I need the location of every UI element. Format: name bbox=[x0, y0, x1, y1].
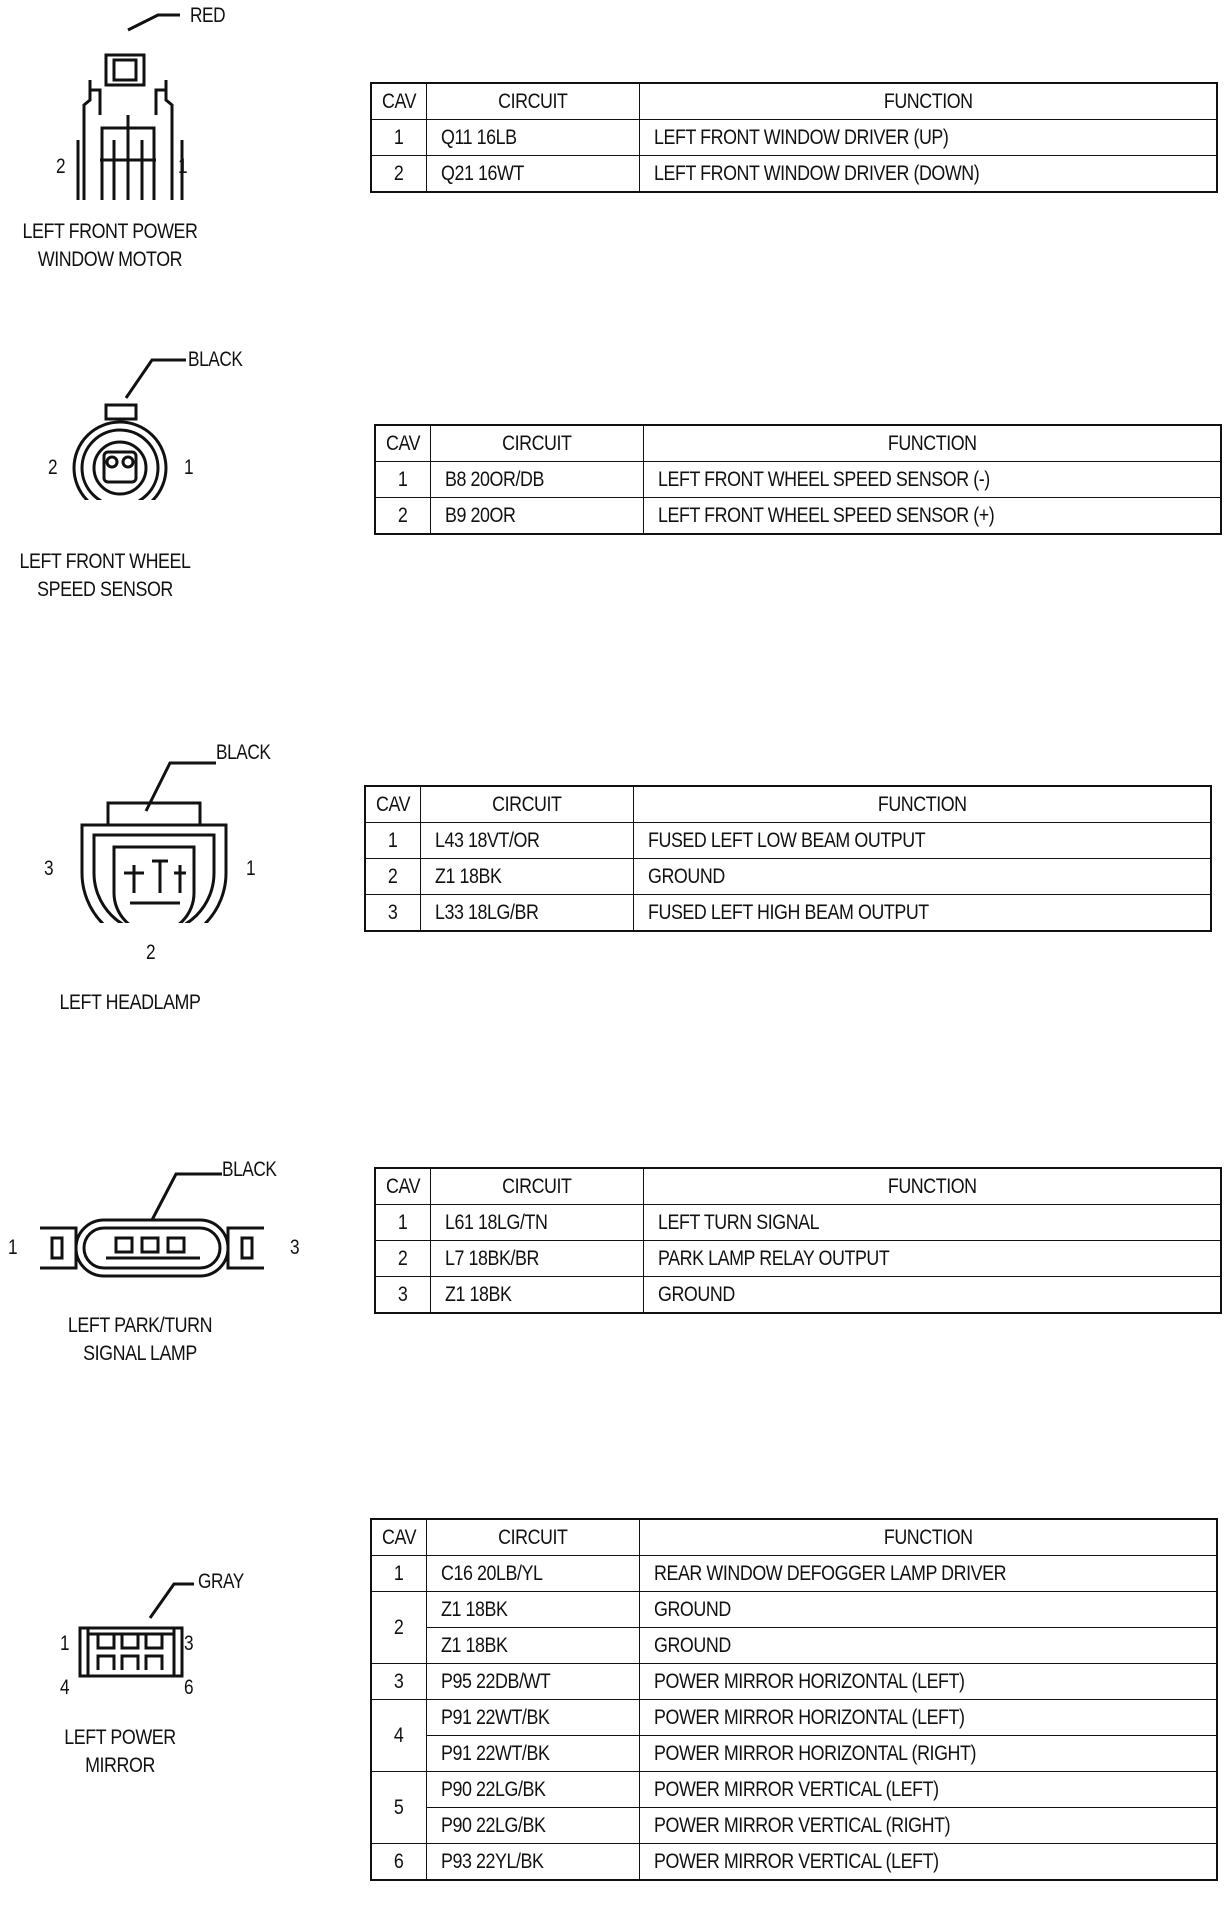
pinout-table-window-motor bbox=[370, 82, 1218, 193]
headlamp-connector-diagram bbox=[74, 743, 234, 923]
table-row bbox=[375, 462, 1221, 498]
circuit-cell: L7 18BK/BR bbox=[431, 1241, 644, 1277]
table-row bbox=[371, 1664, 1217, 1700]
header-cav: CAV bbox=[375, 1168, 431, 1205]
connector-color-label: BLACK bbox=[222, 1158, 277, 1181]
connector-caption bbox=[37, 989, 224, 1017]
function-cell: POWER MIRROR HORIZONTAL (RIGHT) bbox=[640, 1736, 1218, 1772]
cav-cell: 1 bbox=[375, 1205, 431, 1241]
circuit-cell: L33 18LG/BR bbox=[421, 895, 634, 932]
function-cell: POWER MIRROR HORIZONTAL (LEFT) bbox=[640, 1664, 1218, 1700]
circuit-cell: Z1 18BK bbox=[431, 1277, 644, 1314]
circuit-cell: Z1 18BK bbox=[421, 859, 634, 895]
table-header-row bbox=[365, 786, 1211, 823]
caption-line: WINDOW MOTOR bbox=[37, 248, 183, 271]
cav-cell: 1 bbox=[371, 120, 427, 156]
function-cell: LEFT FRONT WHEEL SPEED SENSOR (-) bbox=[644, 462, 1222, 498]
cav-cell: 4 bbox=[371, 1700, 427, 1772]
pin-label-3: 3 bbox=[44, 857, 54, 880]
table-row bbox=[371, 1808, 1217, 1844]
cav-cell: 1 bbox=[375, 462, 431, 498]
circuit-cell: P91 22WT/BK bbox=[427, 1700, 640, 1736]
header-function: FUNCTION bbox=[644, 1168, 1222, 1205]
table-row bbox=[371, 1592, 1217, 1628]
caption-line: LEFT FRONT WHEEL bbox=[19, 550, 191, 573]
connector-caption bbox=[27, 1724, 214, 1780]
circuit-cell: Q21 16WT bbox=[427, 156, 640, 193]
circuit-cell: Z1 18BK bbox=[427, 1592, 640, 1628]
cav-cell: 1 bbox=[365, 823, 421, 859]
circuit-cell: P93 22YL/BK bbox=[427, 1844, 640, 1881]
table-header-row bbox=[375, 425, 1221, 462]
table-row bbox=[365, 823, 1211, 859]
pin-label-4: 4 bbox=[60, 1676, 70, 1699]
pin-label-3: 3 bbox=[290, 1236, 300, 1259]
connector-caption bbox=[47, 1312, 234, 1368]
circuit-cell: B9 20OR bbox=[431, 498, 644, 535]
table-row bbox=[371, 1700, 1217, 1736]
table-header-row bbox=[371, 83, 1217, 120]
table-header-row bbox=[375, 1168, 1221, 1205]
header-function: FUNCTION bbox=[640, 1519, 1218, 1556]
pin-label-2: 2 bbox=[146, 941, 156, 964]
pin-label-1: 1 bbox=[8, 1236, 18, 1259]
wheel-speed-sensor-connector-diagram bbox=[68, 350, 268, 500]
function-cell: POWER MIRROR VERTICAL (LEFT) bbox=[640, 1772, 1218, 1808]
function-cell: LEFT FRONT WINDOW DRIVER (UP) bbox=[640, 120, 1218, 156]
header-cav: CAV bbox=[365, 786, 421, 823]
header-circuit: CIRCUIT bbox=[431, 425, 644, 462]
pin-label-6: 6 bbox=[184, 1676, 194, 1699]
pinout-table-wheel-speed-sensor bbox=[374, 424, 1222, 535]
table-header-row bbox=[371, 1519, 1217, 1556]
function-cell: POWER MIRROR VERTICAL (LEFT) bbox=[640, 1844, 1218, 1881]
circuit-cell: L43 18VT/OR bbox=[421, 823, 634, 859]
circuit-cell: P91 22WT/BK bbox=[427, 1736, 640, 1772]
cav-cell: 2 bbox=[375, 498, 431, 535]
header-cav: CAV bbox=[371, 83, 427, 120]
caption-line: LEFT POWER bbox=[64, 1726, 176, 1749]
circuit-cell: P90 22LG/BK bbox=[427, 1772, 640, 1808]
caption-line: LEFT PARK/TURN bbox=[67, 1314, 213, 1337]
table-row bbox=[371, 156, 1217, 193]
function-cell: PARK LAMP RELAY OUTPUT bbox=[644, 1241, 1222, 1277]
header-circuit: CIRCUIT bbox=[427, 1519, 640, 1556]
function-cell: LEFT TURN SIGNAL bbox=[644, 1205, 1222, 1241]
caption-line: SIGNAL LAMP bbox=[83, 1342, 197, 1365]
function-cell: GROUND bbox=[640, 1592, 1218, 1628]
table-row bbox=[375, 1205, 1221, 1241]
connector-color-label: GRAY bbox=[198, 1570, 244, 1593]
function-cell: POWER MIRROR VERTICAL (RIGHT) bbox=[640, 1808, 1218, 1844]
pin-label-1: 1 bbox=[178, 155, 188, 178]
function-cell: LEFT FRONT WINDOW DRIVER (DOWN) bbox=[640, 156, 1218, 193]
caption-line: SPEED SENSOR bbox=[37, 578, 173, 601]
header-function: FUNCTION bbox=[644, 425, 1222, 462]
table-row bbox=[375, 498, 1221, 535]
connector-color-label: RED bbox=[190, 4, 226, 27]
pin-label-2: 2 bbox=[48, 456, 58, 479]
pin-label-3: 3 bbox=[184, 1632, 194, 1655]
table-row bbox=[375, 1241, 1221, 1277]
function-cell: REAR WINDOW DEFOGGER LAMP DRIVER bbox=[640, 1556, 1218, 1592]
pin-label-1: 1 bbox=[60, 1632, 70, 1655]
cav-cell: 3 bbox=[371, 1664, 427, 1700]
table-row bbox=[371, 1844, 1217, 1881]
cav-cell: 5 bbox=[371, 1772, 427, 1844]
pin-label-1: 1 bbox=[184, 456, 194, 479]
pin-label-2: 2 bbox=[56, 155, 66, 178]
function-cell: GROUND bbox=[640, 1628, 1218, 1664]
connector-color-label: BLACK bbox=[216, 741, 271, 764]
circuit-cell: L61 18LG/TN bbox=[431, 1205, 644, 1241]
function-cell: FUSED LEFT HIGH BEAM OUTPUT bbox=[634, 895, 1212, 932]
cav-cell: 2 bbox=[371, 156, 427, 193]
table-row bbox=[365, 895, 1211, 932]
function-cell: POWER MIRROR HORIZONTAL (LEFT) bbox=[640, 1700, 1218, 1736]
power-mirror-connector-diagram bbox=[70, 1558, 210, 1678]
table-row bbox=[371, 1772, 1217, 1808]
circuit-cell: Q11 16LB bbox=[427, 120, 640, 156]
cav-cell: 3 bbox=[375, 1277, 431, 1314]
connector-caption bbox=[17, 218, 204, 274]
cav-cell: 2 bbox=[365, 859, 421, 895]
function-cell: GROUND bbox=[644, 1277, 1222, 1314]
circuit-cell: C16 20LB/YL bbox=[427, 1556, 640, 1592]
circuit-cell: Z1 18BK bbox=[427, 1628, 640, 1664]
function-cell: LEFT FRONT WHEEL SPEED SENSOR (+) bbox=[644, 498, 1222, 535]
cav-cell: 3 bbox=[365, 895, 421, 932]
circuit-cell: B8 20OR/DB bbox=[431, 462, 644, 498]
connector-caption bbox=[16, 548, 195, 604]
caption-line: LEFT HEADLAMP bbox=[59, 991, 201, 1014]
header-circuit: CIRCUIT bbox=[427, 83, 640, 120]
header-circuit: CIRCUIT bbox=[421, 786, 634, 823]
table-row bbox=[371, 1628, 1217, 1664]
header-cav: CAV bbox=[371, 1519, 427, 1556]
table-row bbox=[375, 1277, 1221, 1314]
header-function: FUNCTION bbox=[640, 83, 1218, 120]
caption-line: LEFT FRONT POWER bbox=[22, 220, 198, 243]
table-row bbox=[365, 859, 1211, 895]
pin-label-1: 1 bbox=[246, 857, 256, 880]
table-row bbox=[371, 1556, 1217, 1592]
cav-cell: 2 bbox=[375, 1241, 431, 1277]
circuit-cell: P90 22LG/BK bbox=[427, 1808, 640, 1844]
header-function: FUNCTION bbox=[634, 786, 1212, 823]
header-circuit: CIRCUIT bbox=[431, 1168, 644, 1205]
table-row bbox=[371, 1736, 1217, 1772]
cav-cell: 2 bbox=[371, 1592, 427, 1664]
table-row bbox=[371, 120, 1217, 156]
function-cell: GROUND bbox=[634, 859, 1212, 895]
pinout-table-park-turn-lamp bbox=[374, 1167, 1222, 1314]
header-cav: CAV bbox=[375, 425, 431, 462]
caption-line: MIRROR bbox=[85, 1754, 155, 1777]
pinout-table-power-mirror bbox=[370, 1518, 1218, 1881]
circuit-cell: P95 22DB/WT bbox=[427, 1664, 640, 1700]
cav-cell: 1 bbox=[371, 1556, 427, 1592]
pinout-table-headlamp bbox=[364, 785, 1212, 932]
cav-cell: 6 bbox=[371, 1844, 427, 1881]
function-cell: FUSED LEFT LOW BEAM OUTPUT bbox=[634, 823, 1212, 859]
connector-color-label: BLACK bbox=[188, 348, 243, 371]
